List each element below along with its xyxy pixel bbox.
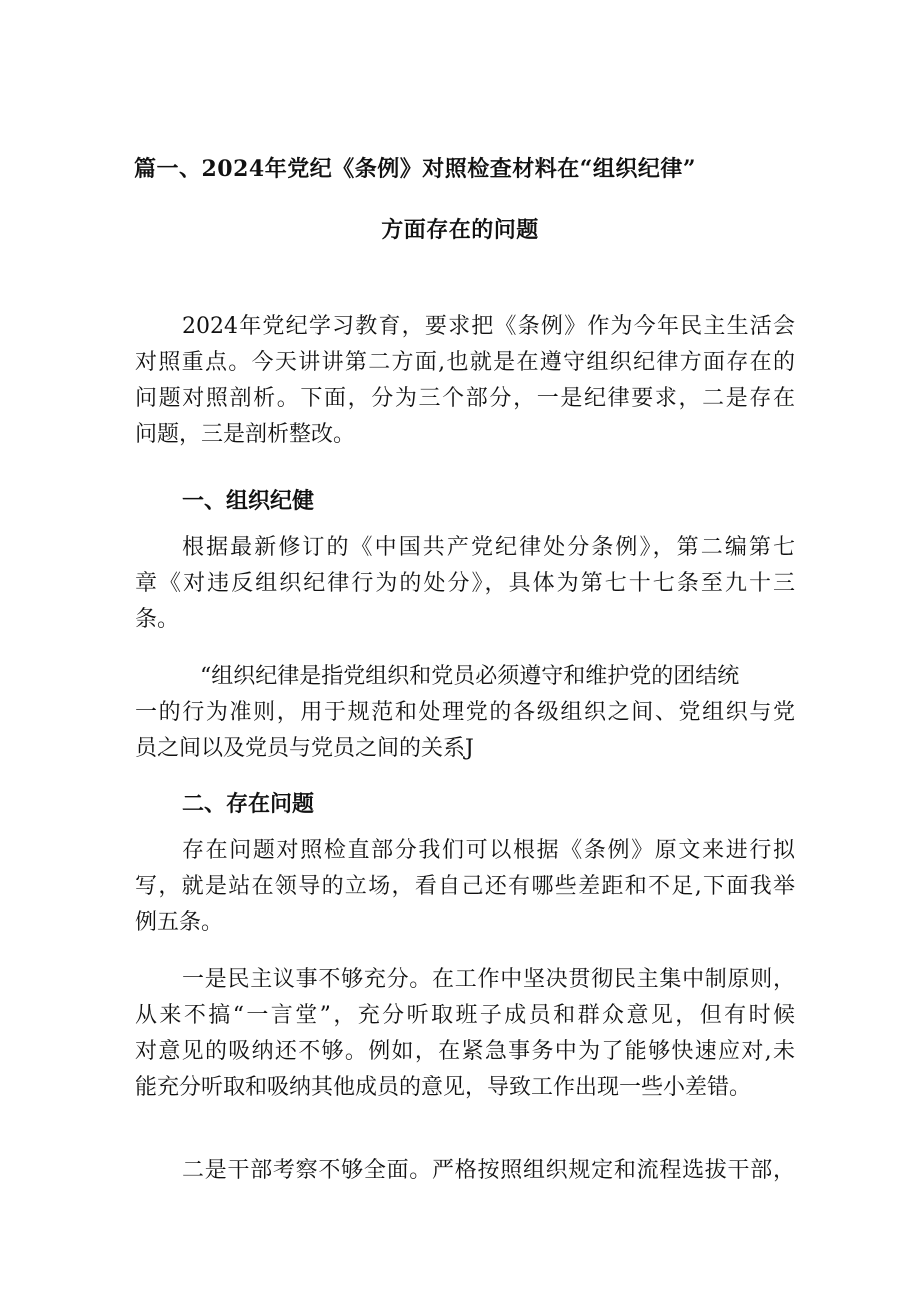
paragraph-problem-2 bbox=[135, 1153, 795, 1189]
paragraph-line: 例五条。 bbox=[135, 910, 224, 935]
paragraph-line: 员之间以及党员与党员之间的关系J bbox=[135, 736, 474, 761]
paragraph-line: 章《对违反组织纪律行为的处分》，具体为第七十七条至九十三 bbox=[135, 571, 795, 596]
paragraph-problems-intro bbox=[135, 833, 795, 941]
section-heading-1 bbox=[135, 483, 795, 519]
paragraph-problem-1 bbox=[135, 962, 795, 1106]
heading-text: 一、组织纪健 bbox=[182, 488, 315, 514]
document-title-line-2: 方面存在的问题 bbox=[381, 217, 539, 243]
paragraph-line: 一是民主议事不够充分。在工作中坚决贯彻民主集中制原则， bbox=[182, 967, 795, 992]
paragraph-line: 一的行为准则，用于规范和处理党的各级组织之间、党组织与党 bbox=[135, 700, 795, 725]
paragraph-line: 根据最新修订的《中国共产党纪律处分条例》，第二编第七 bbox=[182, 535, 795, 560]
paragraph-line: 写，就是站在领导的立场，看自己还有哪些差距和不足,下面我举 bbox=[135, 874, 795, 899]
paragraph-line: “组织纪律是指党组织和党员必须遵守和维护党的团结统 bbox=[200, 664, 740, 689]
paragraph-line: 2024年党纪学习教育，要求把《条例》作为今年民主生活会 bbox=[182, 314, 795, 339]
document-title-line-1: 篇一、2024年党纪《条例》对照检查材料在“组织纪律” bbox=[134, 156, 697, 182]
paragraph-line: 条。 bbox=[135, 607, 180, 632]
section-heading-2 bbox=[135, 786, 795, 822]
paragraph-line: 二是干部考察不够全面。严格按照组织规定和流程选拔干部， bbox=[182, 1158, 795, 1183]
paragraph-line: 存在问题对照检直部分我们可以根据《条例》原文来进行拟 bbox=[182, 838, 795, 863]
paragraph-intro bbox=[135, 309, 795, 453]
paragraph-line: 问题对照剖析。下面，分为三个部分，一是纪律要求，二是存在 bbox=[135, 386, 795, 411]
heading-text: 二、存在问题 bbox=[182, 791, 315, 817]
paragraph-line: 从来不搞“一言堂”，充分听取班子成员和群众意见，但有时候 bbox=[135, 1003, 795, 1028]
paragraph-line: 对意见的吸纳还不够。例如，在紧急事务中为了能够快速应对,未 bbox=[135, 1039, 795, 1064]
paragraph-line: 能充分听取和吸纳其他成员的意见，导致工作出现一些小差错。 bbox=[135, 1075, 752, 1100]
paragraph-regulation bbox=[135, 530, 795, 638]
paragraph-line: 对照重点。今天讲讲第二方面,也就是在遵守组织纪律方面存在的 bbox=[135, 350, 795, 375]
paragraph-line: 问题，三是剖析整改。 bbox=[135, 422, 356, 447]
paragraph-quote bbox=[135, 659, 795, 767]
